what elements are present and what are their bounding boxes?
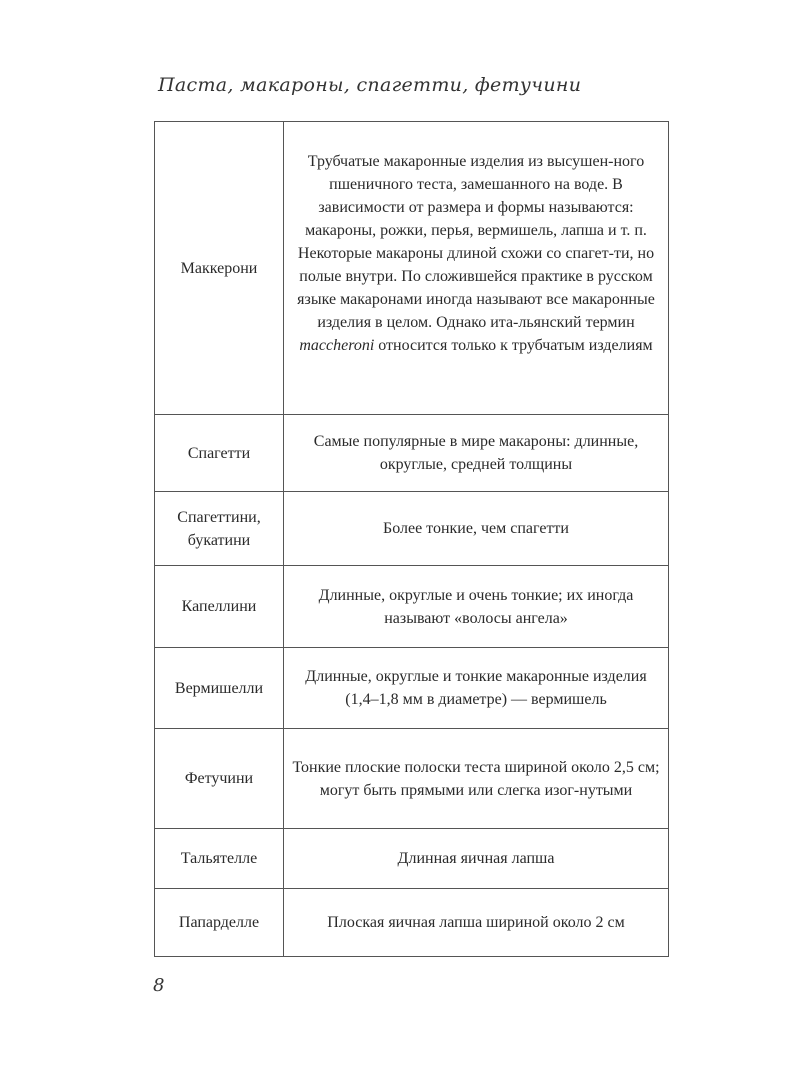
table-row (155, 729, 669, 829)
term-cell: Папарделле (155, 889, 284, 957)
term-cell: Фетучини (155, 729, 284, 829)
description-cell: Длинные, округлые и очень тонкие; их иногда называют «волосы ангела» (284, 566, 669, 648)
description-cell: Более тонкие, чем спагетти (284, 492, 669, 566)
term-cell: Спагеттини, букатини (155, 492, 284, 566)
table-row (155, 889, 669, 957)
table-row (155, 122, 669, 415)
description-cell: Тонкие плоские полоски теста шириной около 2,5 см; могут быть прямыми или слегка изог-нутыми (284, 729, 669, 829)
term-cell: Тальятелле (155, 829, 284, 889)
description-text: Трубчатые макаронные изделия из высушен-ного пшеничного теста, замешанного на воде. В зависимости от размера и формы называются: макароны, рожки, перья, вермишель, лапша и т. п. Некоторые макароны длиной схожи со спагет-ти, но полые внутри. По сложившейся практике в русском языке макаронами иногда называют все макаронные изделия в целом. Однако ита-льянский термин (297, 152, 655, 331)
description-cell: Длинные, округлые и тонкие макаронные изделия (1,4–1,8 мм в диаметре) — вермишель (284, 648, 669, 729)
description-cell (284, 122, 669, 415)
italic-term: maccheroni (299, 336, 375, 354)
description-cell: Самые популярные в мире макароны: длинные, округлые, средней толщины (284, 415, 669, 492)
table-row (155, 566, 669, 648)
table-row (155, 829, 669, 889)
term-cell: Капеллини (155, 566, 284, 648)
term-cell: Спагетти (155, 415, 284, 492)
description-cell: Плоская яичная лапша шириной около 2 см (284, 889, 669, 957)
table-row (155, 415, 669, 492)
table-row (155, 492, 669, 566)
term-cell: Маккерони (155, 122, 284, 415)
pasta-types-table (154, 121, 669, 957)
description-text: относится только к трубчатым изделиям (374, 336, 653, 354)
running-head: Паста, макароны, спагетти, фетучини (158, 74, 582, 96)
table-row (155, 648, 669, 729)
term-cell: Вермишелли (155, 648, 284, 729)
description-cell: Длинная яичная лапша (284, 829, 669, 889)
page-number: 8 (153, 975, 165, 996)
